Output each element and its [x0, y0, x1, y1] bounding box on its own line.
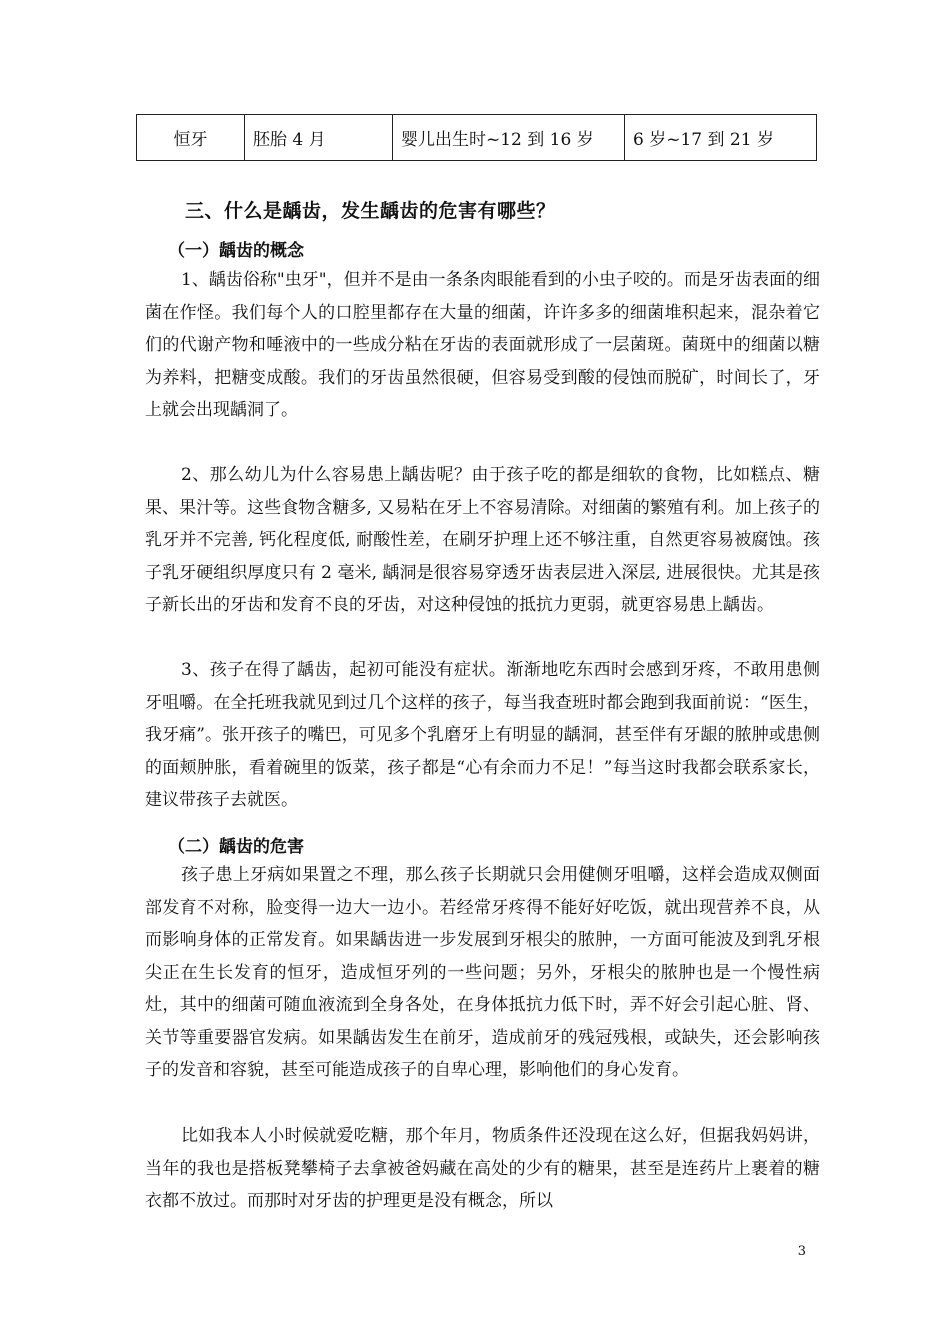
paragraph: 孩子患上牙病如果置之不理，那么孩子长期就只会用健侧牙咀嚼，这样会造成双侧面部发育不对称，脸变得一边大一边小。若经常牙疼得不能好好吃饭，就出现营养不良，从而影响身体的正常发育。如果龋齿进一步发展到牙根尖的脓肿，一方面可能波及到乳牙根尖正在生长发育的恒牙，造成恒牙列的一些问题；另外，牙根尖的脓肿也是一个慢性病灶，其中的细菌可随血液流到全身各处，在身体抵抗力低下时，弄不好会引起心脏、肾、关节等重要器官发病。如果龋齿发生在前牙，造成前牙的残冠残根，或缺失，还会影响孩子的发音和容貌，甚至可能造成孩子的自卑心理，影响他们的身心发育。	[145, 865, 820, 1080]
paragraph: 比如我本人小时候就爱吃糖，那个年月，物质条件还没现在这么好，但据我妈妈讲，当年的我也是搭板凳攀椅子去拿被爸妈藏在高处的少有的糖果，甚至是连药片上裹着的糖衣都不放过。而那时对牙齿的护理更是没有概念，所以	[145, 1126, 820, 1211]
table-cell: 6 岁~17 到 21 岁	[625, 115, 817, 161]
table-cell: 恒牙	[137, 115, 245, 161]
page-number: 3	[797, 1244, 806, 1259]
subsection-heading-harm: （二）龋齿的危害	[168, 837, 304, 857]
subsection-heading-concept: （一）龋齿的概念	[168, 241, 304, 261]
paragraph: 3、孩子在得了龋齿，起初可能没有症状。渐渐地吃东西时会感到牙疼，不敢用患侧牙咀嚼。在全托班我就见到过几个这样的孩子，每当我查班时都会跑到我面前说：“医生，我牙痛”。张开孩子的嘴巴，可见多个乳磨牙上有明显的龋洞，甚至伴有牙龈的脓肿或患侧的面颊肿胀，看着碗里的饭菜，孩子都是“心有余而力不足！”每当这时我都会联系家长，建议带孩子去就医。	[145, 660, 820, 810]
table-row	[137, 115, 817, 161]
paragraph: 1、龋齿俗称"虫牙"，但并不是由一条条肉眼能看到的小虫子咬的。而是牙齿表面的细菌在作怪。我们每个人的口腔里都存在大量的细菌，许许多多的细菌堆积起来，混杂着它们的代谢产物和唾液中的一些成分粘在牙齿的表面就形成了一层菌斑。菌斑中的细菌以糖为养料，把糖变成酸。我们的牙齿虽然很硬，但容易受到酸的侵蚀而脱矿，时间长了，牙上就会出现龋洞了。	[145, 270, 820, 420]
tooth-development-table	[136, 114, 817, 161]
table-cell: 婴儿出生时~12 到 16 岁	[393, 115, 625, 161]
section-heading: 三、什么是龋齿，发生龋齿的危害有哪些？	[185, 200, 556, 222]
paragraph: 2、那么幼儿为什么容易患上龋齿呢？由于孩子吃的都是细软的食物，比如糕点、糖果、果汁等。这些食物含糖多, 又易粘在牙上不容易清除。对细菌的繁殖有利。加上孩子的乳牙并不完善, 钙化程度低, 耐酸性差，在刷牙护理上还不够注重，自然更容易被腐蚀。孩子乳牙硬组织厚度只有 2 毫米, 龋洞是很容易穿透牙齿表层进入深层, 进展很快。尤其是孩子新长出的牙齿和发育不良的牙齿，对这种侵蚀的抵抗力更弱，就更容易患上龋齿。	[145, 465, 820, 615]
table-cell: 胚胎 4 月	[245, 115, 393, 161]
